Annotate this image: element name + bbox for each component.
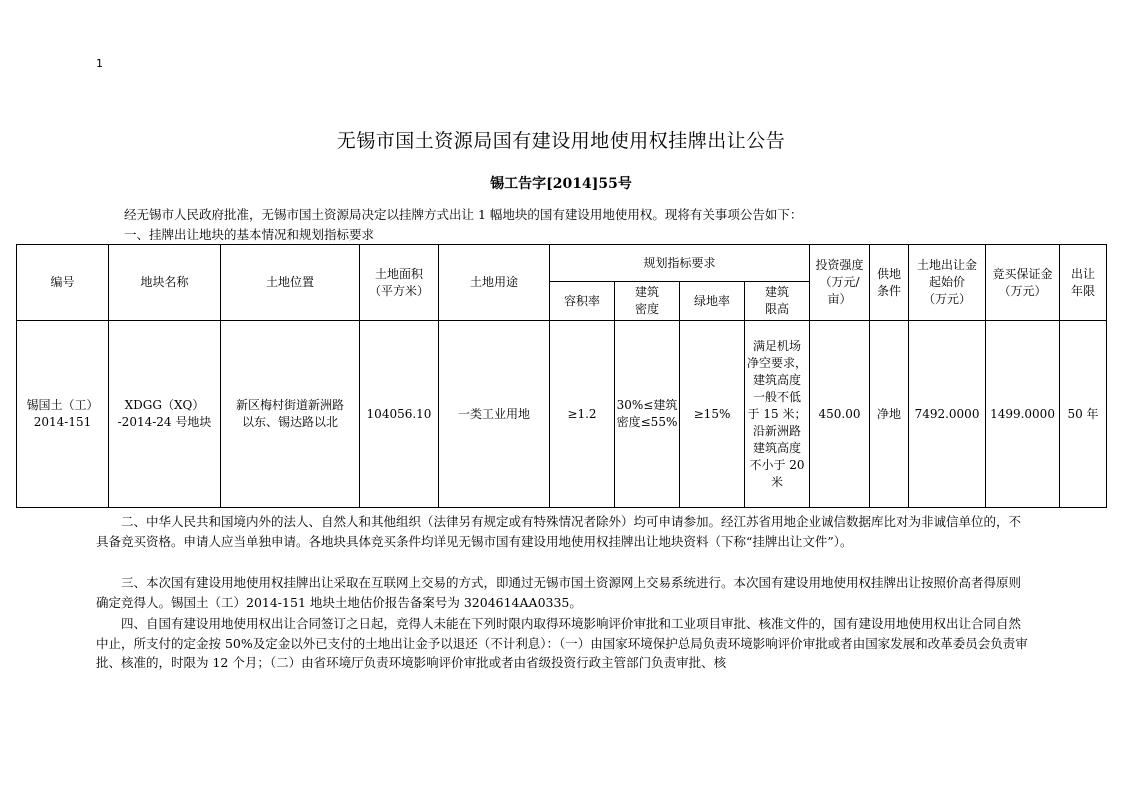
header-far: 容积率: [550, 282, 615, 321]
header-area: 土地面积 （平方米）: [360, 245, 439, 321]
header-height: 建筑 限高: [745, 282, 810, 321]
header-investment: 投资强度 （万元/ 亩）: [810, 245, 870, 321]
header-planning: 规划指标要求: [550, 245, 810, 282]
document-number: 锡工告字[2014]55号: [490, 176, 632, 192]
cell-location: 新区梅村街道新洲路 以东、锡达路以北: [221, 321, 360, 508]
paragraph-3: 三、本次国有建设用地使用权挂牌出让采取在互联网上交易的方式，即通过无锡市国土资源网上交易系统进行。本次国有建设用地使用权挂牌出让按照价高者得原则确定竞得人。锡国土（工）2014-151 地块土地估价报告备案号为 3204614AA0335。: [96, 575, 1022, 610]
header-term: 出让 年限: [1060, 245, 1107, 321]
header-start-price: 土地出让金 起始价 （万元）: [909, 245, 986, 321]
cell-area: 104056.10: [360, 321, 439, 508]
table-row: [17, 321, 1107, 508]
header-supply: 供地 条件: [870, 245, 909, 321]
header-name: 地块名称: [109, 245, 221, 321]
cell-far: ≥1.2: [550, 321, 615, 508]
paragraph-4: 四、自国有建设用地使用权出让合同签订之日起，竞得人未能在下列时限内取得环境影响评价审批和工业项目审批、核准文件的，国有建设用地使用权出让合同自然中止，所支付的定金按 50%及定金以外已支付的土地出让金予以退还（不计利息）：（一）由国家环境保护总局负责环境影响评价审批或者由国家发展和改革委员会负责审批、核准的，时限为 12 个月；（二）由省环境厅负责环境影响评价审批或者由省级投资行政主管部门负责审批、核: [96, 616, 1028, 670]
cell-start-price: 7492.0000: [909, 321, 986, 508]
section-1-heading: 一、挂牌出让地块的基本情况和规划指标要求: [124, 227, 375, 242]
header-use: 土地用途: [439, 245, 550, 321]
page-number: 1: [96, 57, 103, 70]
intro-paragraph: 经无锡市人民政府批准，无锡市国土资源局决定以挂牌方式出让 1 幅地块的国有建设用地使用权。现将有关事项公告如下：: [124, 207, 803, 222]
cell-density: 30%≤建筑 密度≤55%: [615, 321, 680, 508]
cell-height: 满足机场 净空要求， 建筑高度 一般不低 于 15 米； 沿新洲路 建筑高度 不小于 20 米: [745, 321, 810, 508]
header-location: 土地位置: [221, 245, 360, 321]
cell-term: 50 年: [1060, 321, 1107, 508]
document-title: 无锡市国土资源局国有建设用地使用权挂牌出让公告: [336, 130, 786, 152]
cell-deposit: 1499.0000: [986, 321, 1060, 508]
header-green: 绿地率: [680, 282, 745, 321]
cell-name: XDGG（XQ） -2014-24 号地块: [109, 321, 221, 508]
cell-use: 一类工业用地: [439, 321, 550, 508]
cell-green: ≥15%: [680, 321, 745, 508]
cell-supply: 净地: [870, 321, 909, 508]
cell-code: 锡国土（工） 2014-151: [17, 321, 109, 508]
land-parcel-table: [16, 244, 1107, 508]
header-code: 编号: [17, 245, 109, 321]
paragraph-2: 二、中华人民共和国境内外的法人、自然人和其他组织（法律另有规定或有特殊情况者除外）均可申请参加。经江苏省用地企业诚信数据库比对为非诚信单位的，不具备竞买资格。申请人应当单独申请。各地块具体竞买条件均详见无锡市国有建设用地使用权挂牌出让地块资料（下称“挂牌出让文件”）。: [96, 514, 1022, 549]
table-header-row: [17, 245, 1107, 282]
cell-investment: 450.00: [810, 321, 870, 508]
header-deposit: 竞买保证金 （万元）: [986, 245, 1060, 321]
header-density: 建筑 密度: [615, 282, 680, 321]
